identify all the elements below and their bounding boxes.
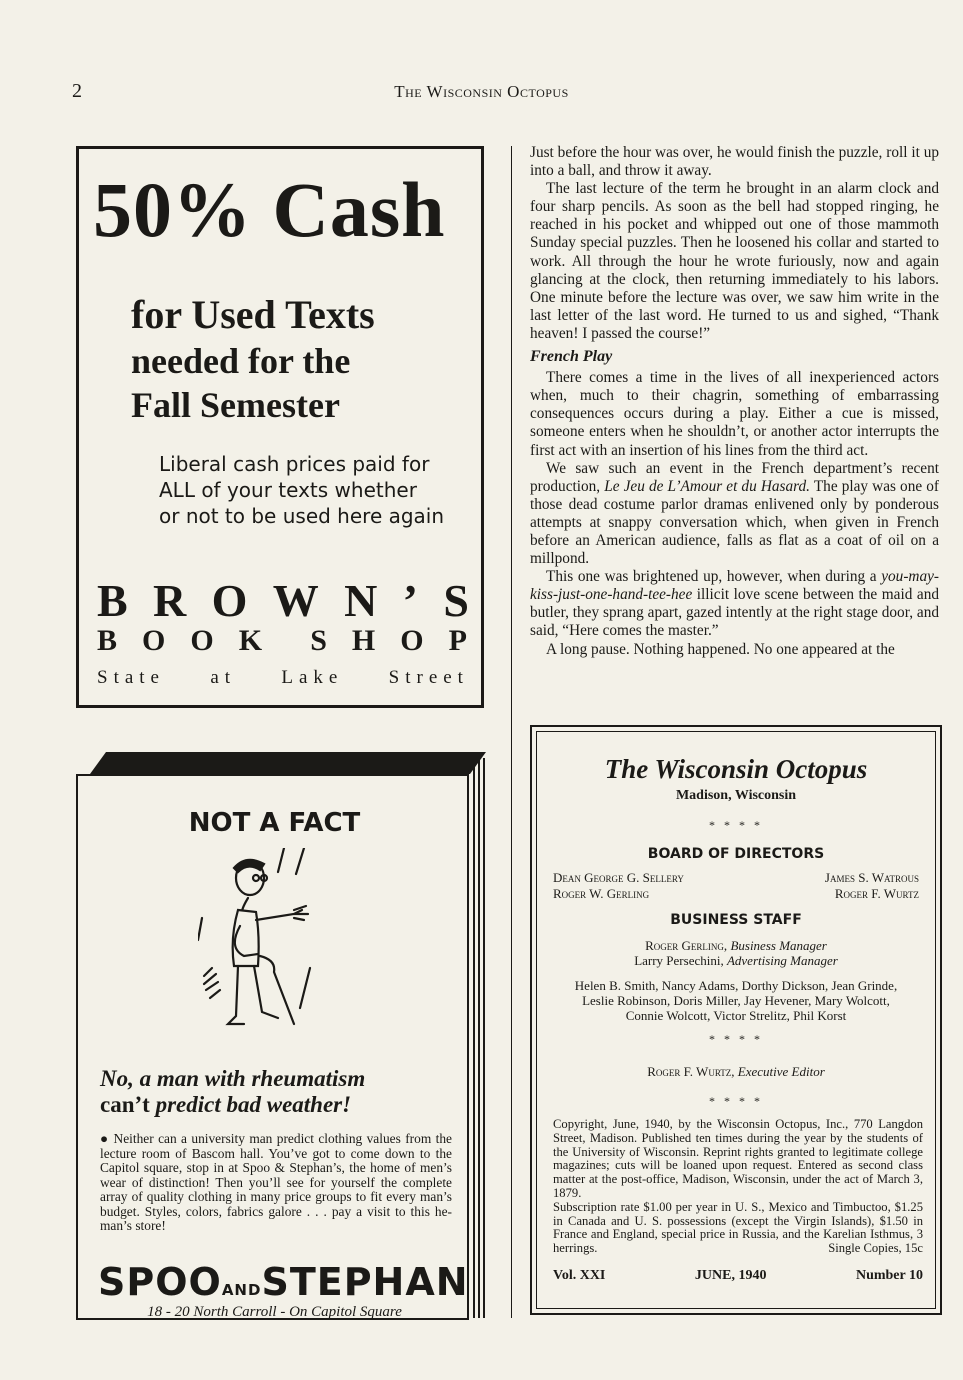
store-name-letter: S xyxy=(443,575,469,626)
article-paragraph xyxy=(530,460,939,569)
brand-and: AND xyxy=(221,1281,262,1299)
store-name xyxy=(97,574,469,627)
director-name: Dean George G. Sellery xyxy=(553,870,684,885)
store-type-letter: K xyxy=(238,624,265,657)
store-name-letter: B xyxy=(97,575,128,626)
staff-role: Advertising Manager xyxy=(726,953,838,968)
volume-label: Vol. XXI xyxy=(553,1268,606,1283)
brand-name xyxy=(98,1260,469,1304)
ad-headline: 50% Cash xyxy=(93,166,446,253)
headline-plain-text: can’t xyxy=(100,1092,156,1117)
star-divider: * * * * xyxy=(709,818,763,832)
paragraph-text: This one was brightened up, however, when during a xyxy=(546,568,882,586)
director-name: Roger W. Gerling xyxy=(553,886,650,901)
ad-body-line: ALL of your texts whether xyxy=(159,478,417,502)
director-name: James S. Watrous xyxy=(824,870,919,885)
ad-subhead-line-2: needed for the xyxy=(131,341,351,381)
running-head: The Wisconsin Octopus xyxy=(394,82,569,101)
book-edge-line xyxy=(478,758,480,1318)
italic-phrase: you-may-kiss-just-one-hand-tee-hee xyxy=(530,568,939,604)
article-paragraph: Just before the hour was over, he would finish the puzzle, roll it up into a ball, and throw it away. xyxy=(530,144,939,180)
staff-list xyxy=(537,978,935,1023)
address-word: at xyxy=(210,667,237,688)
business-manager xyxy=(537,938,935,953)
store-name-letter: W xyxy=(272,575,319,626)
ad-body-line: or not to be used here again xyxy=(159,504,445,528)
advertising-manager xyxy=(537,953,935,968)
rheumatic-man-illustration-icon xyxy=(198,848,348,1048)
executive-editor xyxy=(537,1064,935,1079)
play-title: Le Jeu de L’Amour et du Hasard. xyxy=(604,477,810,495)
section-heading: French Play xyxy=(530,348,613,366)
paragraph-text: The play was one of those dead costume parlor dramas enlivened only by ponderous attempts at snappy conversation which, when given in French before an American audience, falls as flat as a coat of oil on a millpond. xyxy=(530,477,939,568)
staff-name: Larry Persechini, xyxy=(634,953,727,968)
issue-info xyxy=(553,1268,923,1284)
store-type-letter: B xyxy=(97,624,120,657)
staff-list-line: Connie Wolcott, Victor Strelitz, Phil Korst xyxy=(625,1008,847,1023)
ad-body xyxy=(159,451,459,529)
staff-list-line: Leslie Robinson, Doris Miller, Jay Hevener, Mary Wolcott, xyxy=(582,993,890,1008)
ad-body-line: Liberal cash prices paid for xyxy=(159,452,430,476)
subscription-block xyxy=(553,1201,923,1256)
store-type-letter: O xyxy=(142,624,168,657)
staff-role: Business Manager xyxy=(730,938,827,953)
paragraph-text: We saw such an event in the French department’s recent production, xyxy=(530,459,939,495)
ad-subhead-line-3: Fall Semester xyxy=(131,385,340,425)
store-type-letter: O xyxy=(190,624,216,657)
staff-name: Roger Gerling, xyxy=(645,938,731,953)
masthead-title: The Wisconsin Octopus xyxy=(604,754,868,784)
headline-line-2 xyxy=(100,1092,365,1118)
column-rule xyxy=(511,146,512,1318)
store-name-letter: O xyxy=(211,575,248,626)
ad-title: NOT A FACT xyxy=(188,808,361,838)
director-name: Roger F. Wurtz xyxy=(834,886,919,901)
store-type xyxy=(97,624,469,658)
ad-body: ● Neither can a university man predict clothing values from the lecture room of Bascom hall. You’ve got to come down to the Capitol square, stop in at Spoo & Stephan’s, the home of men’s wear of distinction! Then you’ll see for yourself the complete array of quality clothing in many price groups to fit every man’s budget. Styles, colors, fabrics galore . . . pay a visit to this he-man’s store! xyxy=(100,1131,452,1233)
staff-list-line: Helen B. Smith, Nancy Adams, Dorthy Dickson, Jean Grinde, xyxy=(574,978,898,993)
store-name-letter: R xyxy=(153,575,187,626)
subscription-text: Subscription rate $1.00 per year in U. S., Mexico and Timbuctoo, $1.25 in Canada and U. S. possessions (except the Virgin Islands), $1.50 in France and England, special price in Russia, and the Karelian Isthmus, 3 herrings. xyxy=(553,1199,923,1256)
store-name-letter: ’ xyxy=(402,575,418,626)
masthead-box xyxy=(530,725,942,1315)
ad-subhead-line-1: for Used Texts xyxy=(131,292,375,337)
store-type-letter: H xyxy=(351,624,378,657)
browns-book-shop-ad xyxy=(76,146,484,708)
ad-headline xyxy=(100,1066,365,1118)
article-paragraph: A long pause. Nothing happened. No one appeared at the xyxy=(546,640,895,658)
issue-number: Number 10 xyxy=(855,1268,923,1283)
article-paragraph xyxy=(530,568,939,640)
single-copy-price: Single Copies, 15c xyxy=(828,1241,923,1256)
staff-heading: BUSINESS STAFF xyxy=(670,912,802,928)
book-edge-line xyxy=(483,758,485,1318)
article-paragraph: The last lecture of the term he brought in an alarm clock and four sharp pencils. As soon as the bell had stopped ringing, he reached in his pocket and whipped out one of those mammoth Sunday special puzzles. Then he loosened his collar and started to work. All through the hour he wrote furiously, now and again glancing at the clock, then returning immediately to his labors. One minute before the lecture was over, we saw him write in the last letter of the last word. He turned to us and sighed, “Thank heaven! I passed the course!” xyxy=(530,180,939,342)
brand-spoo: SPOO xyxy=(98,1260,222,1304)
article-paragraph: There comes a time in the lives of all inexperienced actors when, much to their chagrin, something of embarrassing consequences occurs during a play. Either a cue is missed, someone enters when he shouldn’t, or another actor interrupts the first act with an insertion of his lines from the third act. xyxy=(530,369,939,459)
board-left xyxy=(553,870,684,902)
address-word: State xyxy=(97,667,165,688)
store-address: 18 - 20 North Carroll - On Capitol Square xyxy=(147,1304,402,1320)
copyright-notice xyxy=(553,1118,923,1256)
paragraph-text: illicit love scene between the maid and butler, they sprang apart, gazed intently at the right stage door, and said, “Here comes the master.” xyxy=(530,586,939,640)
store-name-letter: N xyxy=(344,575,378,626)
staff-name: Roger F. Wurtz, xyxy=(647,1064,738,1079)
headline-line-1: No, a man with rheumatism xyxy=(100,1066,366,1091)
headline-italic-text: predict bad weather! xyxy=(155,1092,352,1117)
address-word: Lake xyxy=(281,667,344,688)
book-edge-top xyxy=(90,752,486,774)
star-divider: * * * * xyxy=(709,1094,763,1108)
book-edge-line xyxy=(473,758,475,1318)
page-number: 2 xyxy=(72,80,82,102)
board-right xyxy=(825,870,919,902)
board-heading: BOARD OF DIRECTORS xyxy=(647,846,825,862)
star-divider: * * * * xyxy=(709,1032,763,1046)
store-type-letter: P xyxy=(448,624,469,657)
masthead-city: Madison, Wisconsin xyxy=(675,788,797,803)
store-type-letter: O xyxy=(400,624,426,657)
spoo-ad-panel xyxy=(76,774,469,1320)
article-column xyxy=(530,144,939,659)
copyright-text: Copyright, June, 1940, by the Wisconsin Octopus, Inc., 770 Langdon Street, Madison. Published ten times during the year by the students of the University of Wisconsin. Reprint rights granted to legitimate college magazines; cuts will be loaned upon request. Entered as second class matter at the post-office, Madison, Wisconsin, under the act of March 3, 1879. xyxy=(553,1117,923,1200)
spoo-and-stephan-ad xyxy=(76,752,486,1320)
address-word: Street xyxy=(388,667,469,688)
issue-date: JUNE, 1940 xyxy=(694,1268,767,1283)
store-type-letter: S xyxy=(310,624,329,657)
brand-stephan: STEPHAN xyxy=(261,1260,469,1304)
staff-role: Executive Editor xyxy=(737,1064,825,1079)
store-address xyxy=(97,667,469,689)
